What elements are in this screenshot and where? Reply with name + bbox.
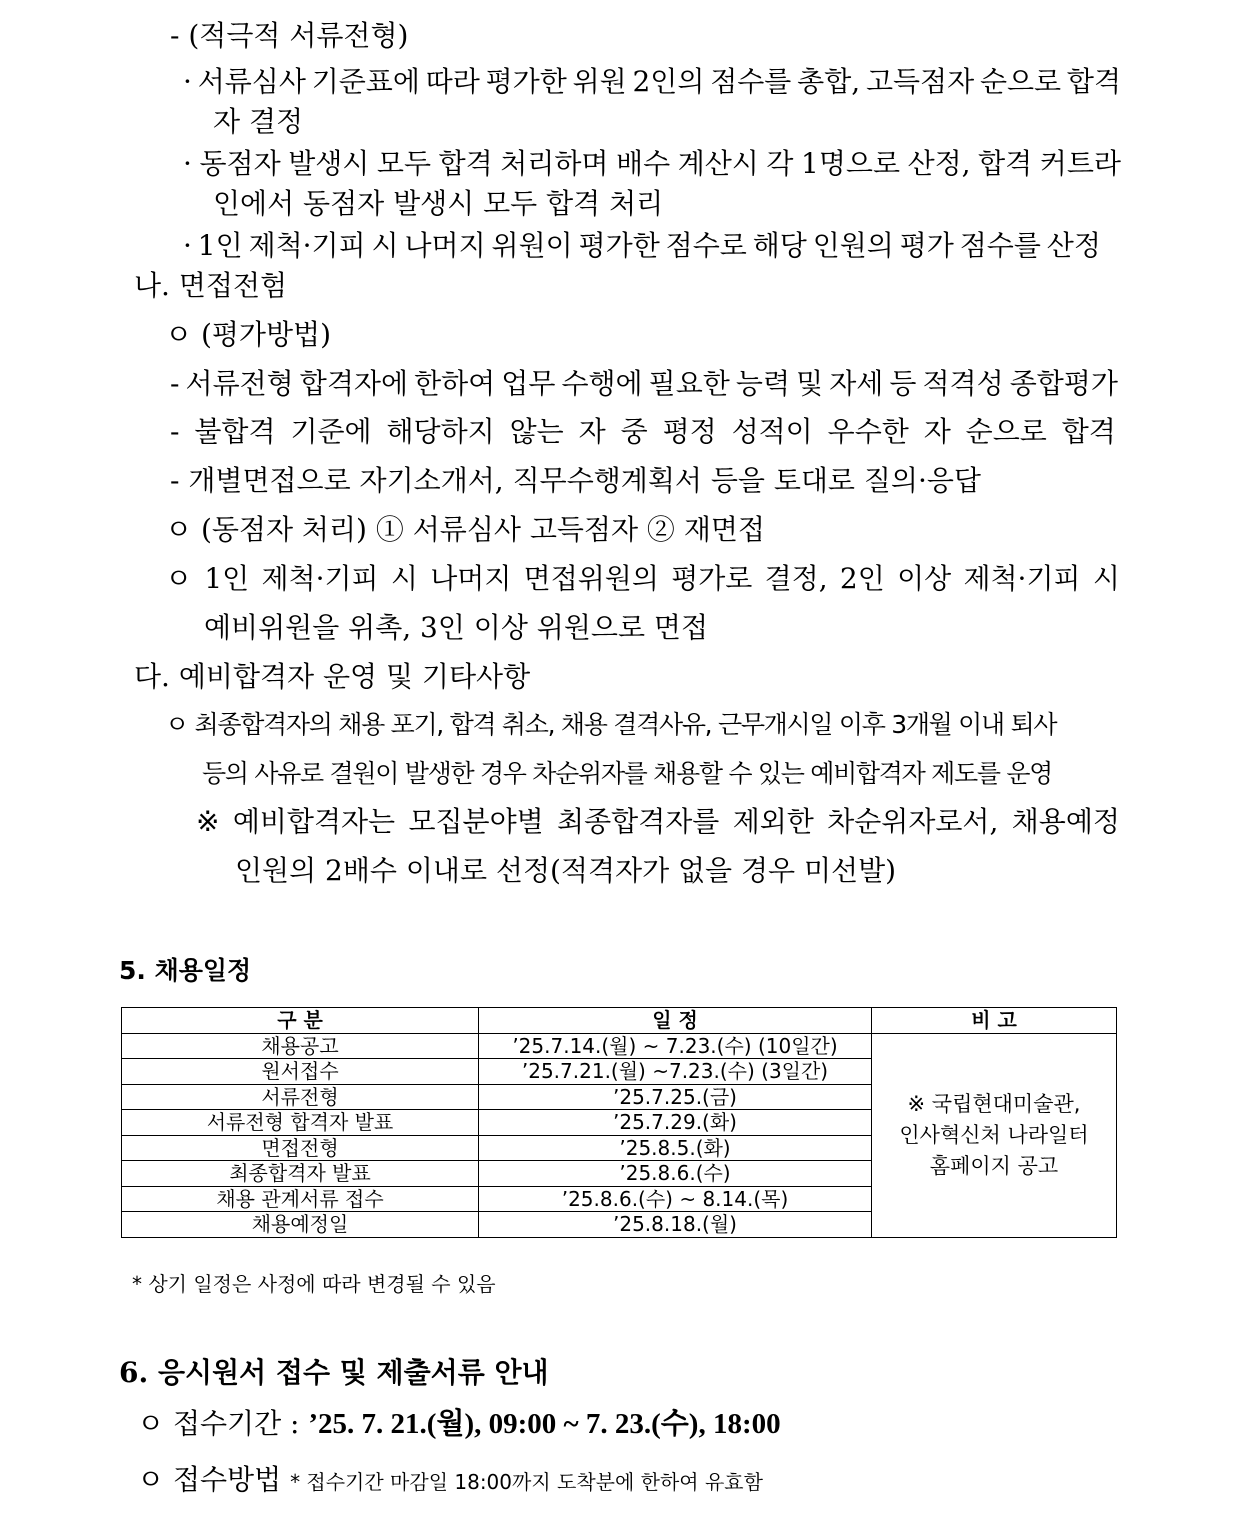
word: 평가한 <box>578 229 660 262</box>
method-title: ㅇ (평가방법) <box>165 318 331 351</box>
schedule-heading: 5. 채용일정 <box>119 956 252 985</box>
word: 시 <box>371 229 399 262</box>
word: ㅇ <box>165 562 193 595</box>
word: 서류전형 <box>185 367 294 400</box>
word: · <box>183 229 192 262</box>
word: 이상 <box>897 562 952 595</box>
cell-date: ’25.7.29.(화) <box>479 1110 872 1136</box>
word: · <box>183 65 192 98</box>
word: 발생시 <box>288 147 370 180</box>
word: 나머지 <box>430 562 512 595</box>
word: 합격 <box>1061 415 1116 448</box>
period-label: ㅇ 접수기간 : <box>137 1407 300 1440</box>
heading-interview: 나. 면접전험 <box>134 269 288 302</box>
word: 순으로 <box>965 415 1047 448</box>
cell-category: 면접전형 <box>122 1135 479 1161</box>
word: 인원의 <box>812 229 894 262</box>
application-heading: 6. 응시원서 접수 및 제출서류 안내 <box>119 1356 549 1389</box>
word: 종합평가 <box>1009 367 1118 400</box>
word: 위원이 <box>491 229 573 262</box>
cell-date: ’25.8.5.(화) <box>479 1135 872 1161</box>
word: - <box>170 415 180 448</box>
word: 성적이 <box>731 415 813 448</box>
word: 시 <box>1092 562 1120 595</box>
word: 평가 <box>899 229 954 262</box>
cell-date: ’25.7.21.(월) ~7.23.(수) (3일간) <box>479 1059 872 1085</box>
word: 기준에 <box>290 415 372 448</box>
schedule-footnote: * 상기 일정은 사정에 따라 변경될 수 있음 <box>132 1272 496 1296</box>
word: 시 <box>390 562 418 595</box>
word: 2인 <box>839 562 885 595</box>
word: 자세 <box>829 367 884 400</box>
word: 우수한 <box>827 415 909 448</box>
word: 점수를 <box>959 229 1041 262</box>
word: ※ <box>196 805 220 838</box>
application-method <box>137 1462 763 1500</box>
cell-category: 서류전형 <box>122 1084 479 1110</box>
word: 서류심사 <box>197 65 306 98</box>
bullet-tie-line2: 인에서 동점자 발생시 모두 합격 처리 <box>213 187 664 220</box>
bullet-tie-line1 <box>183 146 1121 182</box>
word: · <box>183 147 192 180</box>
table-row <box>122 1033 1117 1059</box>
method-item-2 <box>170 414 1116 450</box>
word: 합격 <box>978 147 1033 180</box>
recusal-line2: 예비위원을 위촉, 3인 이상 위원으로 면접 <box>204 611 708 644</box>
word: 따라 <box>425 65 480 98</box>
word: 합격자에 <box>299 367 408 400</box>
word: 합격 <box>1066 65 1121 98</box>
word: 1인 <box>197 229 243 262</box>
word: 차순위자로서, <box>827 805 999 838</box>
word: 모두 <box>376 147 432 180</box>
cell-date: ’25.7.25.(금) <box>479 1084 872 1110</box>
sub-heading-document-screening: - (적극적 서류전형) <box>170 19 409 52</box>
method-label: ㅇ 접수방법 <box>137 1463 282 1496</box>
word: 최종합격자를 <box>557 805 720 838</box>
column-header-date: 일 정 <box>479 1008 872 1034</box>
word: 제척·기피 <box>963 562 1081 595</box>
word: 필요한 <box>648 367 730 400</box>
word: 동점자 <box>199 147 281 180</box>
cell-category: 서류전형 합격자 발표 <box>122 1110 479 1136</box>
word: 고득점자 <box>865 65 975 98</box>
bullet-recusal <box>183 228 1101 264</box>
word: 결정, <box>764 562 828 595</box>
word: - <box>170 367 180 400</box>
word: 평정 <box>662 415 717 448</box>
heading-reserve: 다. 예비합격자 운영 및 기타사항 <box>134 660 531 693</box>
word: 평가로 <box>671 562 753 595</box>
recusal-line1 <box>165 561 1120 597</box>
word: 점수로 <box>665 229 747 262</box>
word: 처리하며 <box>500 147 609 180</box>
cell-category: 채용 관계서류 접수 <box>122 1186 479 1212</box>
reserve-item-line1: ㅇ 최종합격자의 채용 포기, 합격 취소, 채용 결격사유, 근무개시일 이후 3개월 이내 퇴사 <box>165 710 1057 739</box>
cell-date: ’25.8.6.(수) <box>479 1161 872 1187</box>
word: 산정 <box>1046 229 1101 262</box>
word: 나머지 <box>404 229 486 262</box>
bullet-scoring-line1 <box>183 64 1121 100</box>
cell-category: 채용예정일 <box>122 1212 479 1238</box>
word: 예비합격자는 <box>232 805 396 838</box>
word: 제척·기피 <box>248 229 366 262</box>
cell-date: ’25.7.14.(월) ~ 7.23.(수) (10일간) <box>479 1033 872 1059</box>
remark-line: 홈페이지 공고 <box>929 1153 1059 1178</box>
word: 커트라 <box>1039 147 1121 180</box>
word: 자 <box>578 415 606 448</box>
application-period <box>137 1406 781 1442</box>
word: 수행에 <box>561 367 643 400</box>
tie-handling: ㅇ (동점자 처리) ① 서류심사 고득점자 ② 재면접 <box>165 513 765 546</box>
word: 중 <box>620 415 648 448</box>
word: 위원 <box>572 65 627 98</box>
word: 채용예정 <box>1011 805 1120 838</box>
word: 기준표에 <box>311 65 420 98</box>
reserve-item-line2: 등의 사유로 결원이 발생한 경우 차순위자를 채용할 수 있는 예비합격자 제도를 운영 <box>202 759 1053 788</box>
column-header-remark: 비 고 <box>872 1008 1117 1034</box>
word: 면접위원의 <box>523 562 659 595</box>
remark-line: ※ 국립현대미술관, <box>907 1091 1081 1116</box>
word: 업무 <box>501 367 556 400</box>
word: 제척·기피 <box>261 562 379 595</box>
schedule-table <box>121 1007 1117 1238</box>
method-item-1 <box>170 366 1118 402</box>
word: 않는 <box>509 415 564 448</box>
reserve-note-line1 <box>196 804 1120 840</box>
word: 산정, <box>907 147 971 180</box>
cell-remark <box>872 1033 1117 1237</box>
cell-category: 원서접수 <box>122 1059 479 1085</box>
word: 불합격 <box>194 415 276 448</box>
word: 적격성 <box>922 367 1004 400</box>
word: 해당 <box>752 229 807 262</box>
reserve-note-line2: 인원의 2배수 이내로 선정(적격자가 없을 경우 미선발) <box>235 854 897 887</box>
remark-line: 인사혁신처 나라일터 <box>899 1122 1089 1147</box>
column-header-category: 구 분 <box>122 1008 479 1034</box>
word: 등 <box>889 367 917 400</box>
word: 자 <box>923 415 951 448</box>
method-note: * 접수기간 마감일 18:00까지 도착분에 한하여 유효함 <box>290 1470 763 1494</box>
word: 해당하지 <box>386 415 495 448</box>
word: 제외한 <box>732 805 814 838</box>
cell-category: 최종합격자 발표 <box>122 1161 479 1187</box>
period-value: ’25. 7. 21.(월), 09:00 ~ 7. 23.(수), 18:00 <box>308 1408 781 1440</box>
word: 모집분야별 <box>408 805 544 838</box>
word: 능력 <box>735 367 790 400</box>
cell-date: ’25.8.6.(수) ~ 8.14.(목) <box>479 1186 872 1212</box>
schedule-header-row <box>122 1008 1117 1034</box>
word: 및 <box>796 367 824 400</box>
word: 점수를 <box>710 65 792 98</box>
cell-category: 채용공고 <box>122 1033 479 1059</box>
word: 평가한 <box>485 65 567 98</box>
word: 배수 <box>616 147 671 180</box>
word: 합격 <box>438 147 493 180</box>
bullet-scoring-line2: 자 결정 <box>213 105 304 138</box>
word: 각 <box>766 147 794 180</box>
word: 한하여 <box>414 367 496 400</box>
method-item-3: - 개별면접으로 자기소개서, 직무수행계획서 등을 토대로 질의·응답 <box>170 464 981 497</box>
word: 계산시 <box>677 147 759 180</box>
word: 2인의 <box>632 65 705 98</box>
word: 1명으로 <box>801 147 900 180</box>
word: 순으로 <box>979 65 1062 98</box>
word: 총합, <box>797 65 861 98</box>
cell-date: ’25.8.18.(월) <box>479 1212 872 1238</box>
word: 1인 <box>204 562 250 595</box>
